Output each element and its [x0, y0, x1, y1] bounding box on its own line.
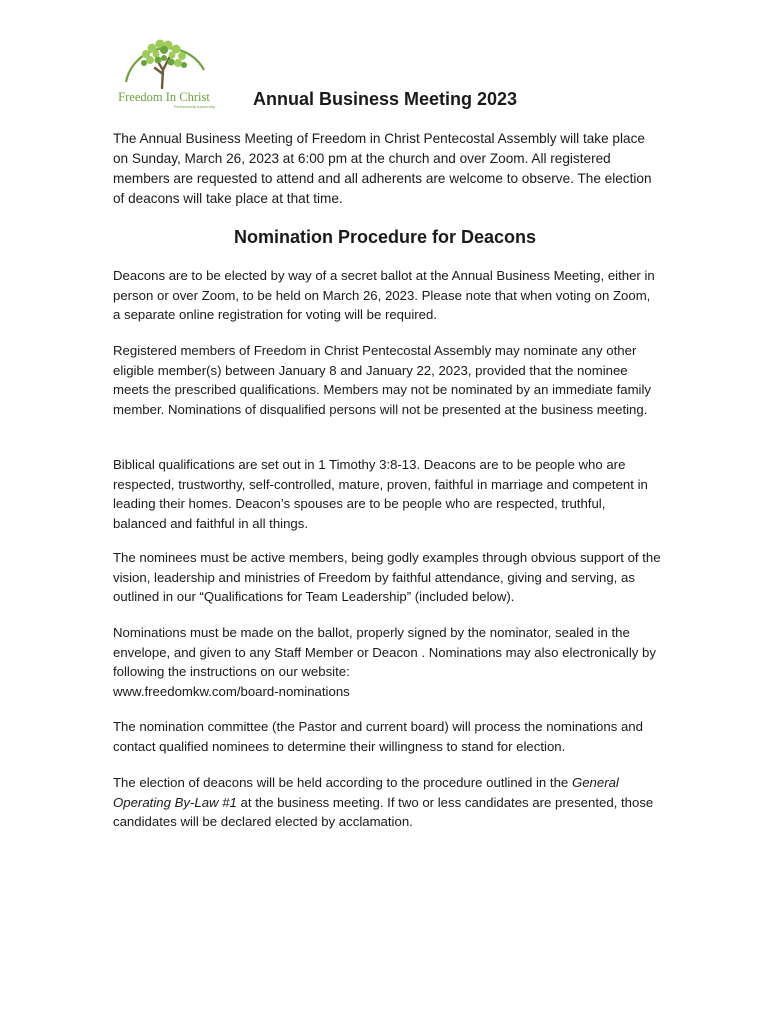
election-text-end: at the business meeting. If two or less candidates are presented, those candidates will be declared elected by acclamation. [113, 794, 654, 829]
paragraph-eligibility: Registered members of Freedom in Christ Pentecostal Assembly may nominate any other eligible member(s) between January 8 and January 22, 2023, provided that the nominee meets the prescribed qualifications. Members may not be nominated by an immediate family member. Nominations of disqualified persons will not be presented at the business meeting. [113, 343, 652, 417]
paragraph-nomination-submission [113, 623, 661, 701]
logo-name: Freedom In Christ [118, 90, 210, 104]
paragraph-election [113, 773, 661, 832]
paragraph-active-members: The nominees must be active members, being godly examples through obvious support of the vision, leadership and ministries of Freedom by faithful attendance, giving and serving, as outlined in our “Qualifications for Team Leadership” (included below). [113, 550, 661, 604]
logo-tagline: Pentecostal Assembly [174, 104, 216, 109]
election-text-start: The election of deacons will be held according to the procedure outlined in the [113, 775, 572, 790]
paragraph-ballot: Deacons are to be elected by way of a secret ballot at the Annual Business Meeting, either in person or over Zoom, to be held on March 26, 2023. Please note that when voting on Zoom, a separate online registration for voting will be required. [113, 268, 655, 322]
page-title: Annual Business Meeting 2023 [252, 89, 518, 109]
website-link[interactable]: www.freedomkw.com/board-nominations [113, 683, 350, 699]
paragraph-nomination-text: Nominations must be made on the ballot, properly signed by the nominator, sealed in the envelope, and given to any Staff Member or Deacon . Nominations may also electronically by following the instructions on our website: [113, 625, 656, 679]
bylaw-reference: General Operating By-Law #1 [113, 775, 619, 810]
section-heading: Nomination Procedure for Deacons [233, 227, 537, 247]
paragraph-qualifications: Biblical qualifications are set out in 1 Timothy 3:8-13. Deacons are to be people who are respected, trustworthy, self-controlled, mature, proven, faithful in marriage and competent in leading their homes. Deacon’s spouses are to be people who are respected, truthful, balanced and faithful in all things. [113, 457, 648, 531]
paragraph-committee: The nomination committee (the Pastor and current board) will process the nominations and contact qualified nominees to determine their willingness to stand for election. [113, 719, 643, 754]
tree-logo-icon [116, 30, 212, 92]
intro-paragraph: The Annual Business Meeting of Freedom in Christ Pentecostal Assembly will take place on Sunday, March 26, 2023 at 6:00 pm at the church and over Zoom. All registered members are requested to attend and all adherents are welcome to observe. The election of deacons will take place at that time. [113, 131, 652, 206]
